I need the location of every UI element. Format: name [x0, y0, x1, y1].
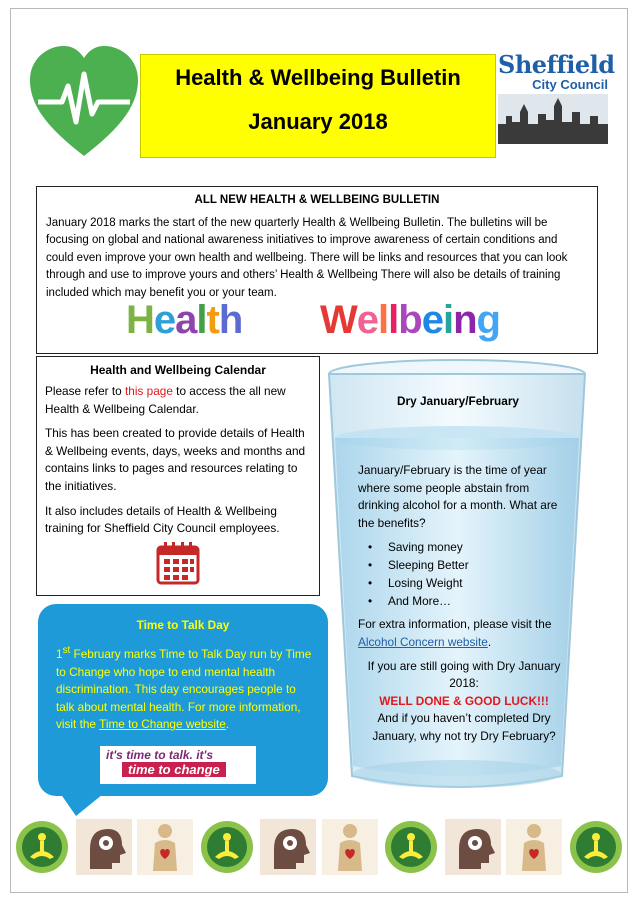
meditation-icon	[14, 819, 70, 875]
talk-text: February marks Time to Talk Day run by Time to Change who hope to end mental health discrimination. This day encourages people to talk about mental health. For more information, visit the	[56, 646, 312, 732]
list-item: • Losing Weight	[364, 574, 570, 592]
calendar-p3: It also includes details of Health & Wellbeing training for Sheffield City Council employees.	[45, 503, 280, 536]
calendar-link[interactable]: this page	[125, 384, 173, 398]
talk-date: 1	[56, 646, 63, 661]
calendar-p2: This has been created to provide details of Health & Wellbeing events, days, weeks and months and contains links to pages and resources relating to the initiatives.	[45, 426, 306, 493]
bulletin-title: Health & Wellbeing Bulletin	[175, 65, 461, 90]
heart-pulse-icon	[28, 44, 140, 162]
head-gears-icon	[445, 819, 501, 875]
dry-closing: And if you haven’t completed Dry January, why not try Dry February?	[372, 711, 556, 743]
body-heart-icon	[322, 819, 378, 875]
time-to-change-logo	[100, 746, 256, 784]
wellbeing-word	[320, 298, 500, 343]
health-word-art	[126, 298, 242, 343]
meditation-icon	[199, 819, 255, 875]
word-letter: i	[442, 298, 454, 342]
logo-line1: Sheffield	[498, 50, 615, 79]
calendar-heading: Health and Wellbeing Calendar	[90, 363, 266, 377]
dry-body	[358, 462, 570, 746]
word-letter: n	[453, 298, 477, 342]
word-letter: e	[421, 298, 443, 342]
dry-info	[358, 616, 570, 651]
intro-heading: ALL NEW HEALTH & WELLBEING BULLETIN	[194, 194, 440, 206]
intro-box	[36, 186, 598, 354]
word-letter: e	[356, 298, 379, 342]
city-skyline-icon	[498, 94, 608, 144]
well-done-text: WELL DONE & GOOD LUCK!!!	[379, 693, 549, 708]
calendar-icon	[156, 541, 200, 585]
footer-image-strip	[14, 818, 624, 876]
body-heart-icon	[137, 819, 193, 875]
head-gears-icon	[260, 819, 316, 875]
word-letter: g	[476, 298, 500, 342]
word-letter: a	[175, 298, 197, 342]
list-item: • And More…	[364, 592, 570, 610]
bubble-tail-icon	[58, 790, 108, 816]
logo-line2: City Council	[532, 77, 608, 92]
time-to-change-link[interactable]: Time to Change website	[99, 717, 226, 732]
title-banner	[140, 54, 496, 158]
meditation-icon	[383, 819, 439, 875]
calendar-p1-text: Please refer to	[45, 384, 125, 398]
talk-heading: Time to Talk Day	[136, 618, 230, 632]
dry-still-going: If you are still going with Dry January 2018:	[367, 658, 561, 691]
word-letter: l	[196, 298, 207, 342]
ttc-logo-line2: time to change	[122, 762, 226, 777]
word-letter: H	[126, 298, 154, 342]
sheffield-logo	[498, 50, 614, 152]
calendar-p1-text-end: to access the all new Health & Wellbeing Calendar.	[45, 384, 286, 416]
intro-body: January 2018 marks the start of the new quarterly Health & Wellbeing Bulletin. The bulletins will be focusing on global and national awareness initiatives to improve awareness of certain conditions and could even improve your own health and wellbeing. There will be links and resources that you can look through and use to improve yours and others’ Health & Wellbeing There will also be details of training included which may benefit you or your team.	[46, 217, 568, 299]
benefits-list	[364, 538, 570, 610]
word-letter: W	[320, 298, 357, 342]
body-heart-icon	[506, 819, 562, 875]
ttc-logo-line1: it's time to talk. it's	[106, 748, 214, 762]
health-word	[126, 298, 242, 343]
dry-info-end: .	[487, 634, 492, 649]
word-letter: e	[153, 298, 176, 342]
talk-date-sup: st	[62, 645, 71, 656]
word-letter: t	[206, 298, 219, 342]
word-letter: b	[398, 298, 422, 342]
list-item: • Sleeping Better	[364, 556, 570, 574]
word-letter: l	[388, 298, 399, 342]
list-item: • Saving money	[364, 538, 570, 556]
word-letter: l	[378, 298, 389, 342]
calendar-p1	[45, 383, 311, 418]
word-letter: h	[218, 298, 243, 342]
head-gears-icon	[76, 819, 132, 875]
talk-text-end: .	[225, 717, 230, 732]
meditation-icon	[568, 819, 624, 875]
alcohol-concern-link[interactable]: Alcohol Concern website	[358, 634, 488, 649]
wellbeing-word-art	[320, 298, 500, 343]
bulletin-date: January 2018	[248, 109, 388, 134]
talk-body	[56, 642, 314, 734]
dry-info-text: For extra information, please visit the	[358, 617, 552, 632]
dry-intro: January/February is the time of year where some people abstain from drinking alcohol for a month. What are the benefits?	[358, 463, 558, 530]
dry-heading: Dry January/February	[397, 394, 519, 408]
